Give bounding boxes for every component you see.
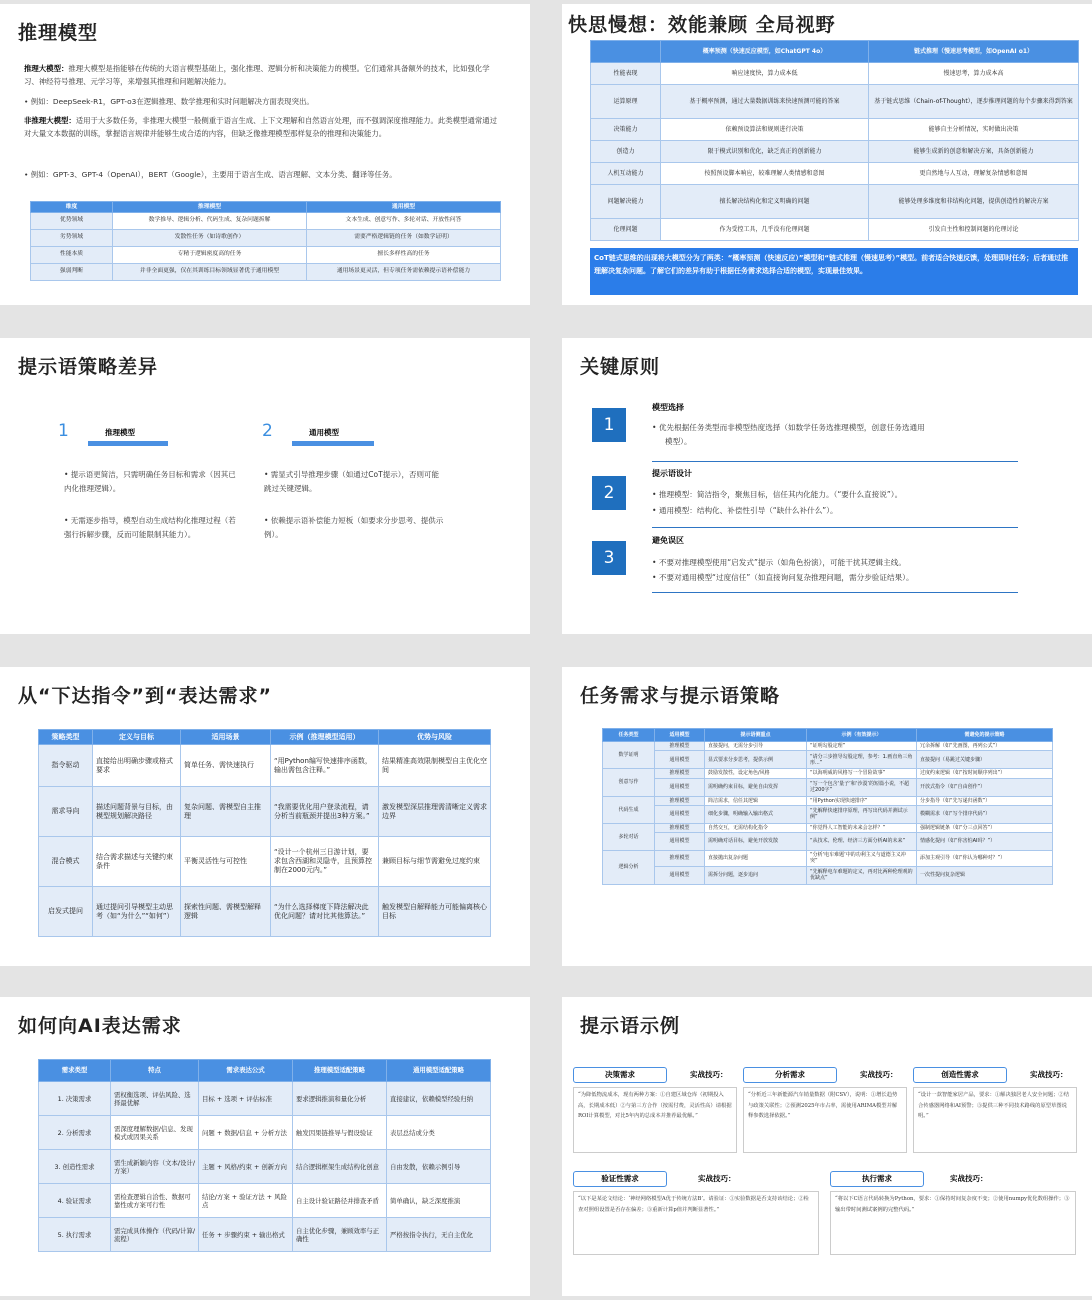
slide-title: 快思慢想：效能兼顾 全局视野 [568,14,836,36]
table-cell: 自主优化步骤，兼顾效率与正确性 [293,1218,387,1252]
needs-table [38,1059,491,1252]
table-cell: 运算原理 [591,85,661,119]
table-cell: 限于模式识别和优化，缺乏真正的创新能力 [661,141,869,163]
table-cell: 通用场景更灵活，但专项任务需依赖提示语补偿能力 [307,264,501,281]
table-cell: 性能表现 [591,63,661,85]
principle-text: • 优先根据任务类型而非模型热度选择（如数学任务选推理模型，创意任务选通用 [652,423,925,432]
table-header: 需避免的提示策略 [917,729,1053,742]
table-cell: “用Python编写快速排序函数，输出需包含注释。” [271,745,379,787]
table-cell: 需完成具体操作（代码/计算/流程） [111,1218,199,1252]
table-cell: 需检查逻辑自洽性、数据可靠性或方案可行性 [111,1184,199,1218]
principle-number: 1 [592,408,626,442]
table-cell: 问题 + 数据/信息 + 分析方法 [199,1116,293,1150]
example-pill: 执行需求 [830,1171,924,1187]
slide-prompt-examples [562,997,1092,1296]
table-cell: 直接提问，无需分步引导 [705,742,807,751]
table-cell: 通用模型 [655,805,705,823]
table-cell: 专精于逻辑密度高的任务 [113,247,307,264]
tip-label: 实战技巧： [860,1070,898,1079]
table-cell: 一次性提问复杂逻辑 [917,866,1053,884]
principle-number: 2 [592,476,626,510]
table-header: 需求表达公式 [199,1060,293,1082]
table-cell: 能够生成新的创意和解决方案，具备创新能力 [869,141,1079,163]
table-cell: 作为受控工具，几乎没有伦理问题 [661,219,869,241]
table-cell: 通用模型 [655,778,705,796]
table-header: 维度 [31,202,113,213]
table-cell: 自主设计验证路径并排查矛盾 [293,1184,387,1218]
example-box: “设计一款智能家居产品，要求：①解决独居老人安全问题；②结合传感器网络和AI预警；③提供三种不同技术路线的原型草图说明。” [913,1087,1077,1153]
table-cell: 创意写作 [603,769,655,796]
slide-reasoning-models [0,4,530,305]
table-cell: 需明确约束目标，避免自由发挥 [705,778,807,796]
table-cell: 文本生成、创意写作、多轮对话、开放性问答 [307,213,501,230]
comparison-table [30,201,501,281]
table-header [591,41,661,63]
slide-instruction-to-needs [0,667,530,966]
principle-title: 避免误区 [652,536,684,545]
table-cell: 触发模型自解释能力可能偏离核心目标 [379,887,491,937]
table-cell: 结论/方案 + 验证方法 + 风险点 [199,1184,293,1218]
table-cell: 决策能力 [591,119,661,141]
strategy-table [38,729,491,937]
tip-label: 实战技巧： [950,1174,988,1183]
table-cell: 擅长解决结构化和定义明确的问题 [661,185,869,219]
example-box: “为降低物流成本，现有两种方案：①自建区域仓库（初期投入高，长期成本低）②与第三方合作（按需付费，灵活性高）请根据ROI计算模型，对比5年内的总成本并推荐最优解。” [573,1087,737,1153]
table-cell: 需求导向 [39,787,93,837]
non-reasoning-model-definition: 非推理大模型：适用于大多数任务，非推理大模型一般侧重于语言生成、上下文理解和自然语言处理，而不强调深度推理能力。此类模型通常通过对大量文本数据的训练，掌握语言规律并能够生成合适的内容，但缺乏像推理模型那样复杂的推理和决策能力。 [24,116,498,138]
table-cell: 性能本质 [31,247,113,264]
table-header: 适用模型 [655,729,705,742]
table-cell: 主题 + 风格/约束 + 创新方向 [199,1150,293,1184]
table-header: 通用模型 [307,202,501,213]
table-cell: 结果精准高效限制模型自主优化空间 [379,745,491,787]
table-cell: 依赖预设算法和规则进行决策 [661,119,869,141]
table-cell: 激发模型深层推理需清晰定义需求边界 [379,787,491,837]
slide-title: 推理模型 [18,22,99,44]
tip-label: 实战技巧： [698,1174,736,1183]
table-cell: “请分三步推导勾股定理，参考：1.画直角三角形...” [807,751,917,769]
table-cell: 严格按指令执行，无自主优化 [387,1218,491,1252]
table-header: 通用模型适配策略 [387,1060,491,1082]
table-cell: 推理模型 [655,769,705,778]
table-cell: 多轮对话 [603,823,655,850]
example-pill: 决策需求 [573,1067,667,1083]
table-cell: 开放式指令（如“自由创作”） [917,778,1053,796]
table-cell: “先解释快速排序原理，再写出代码并测试示例” [807,805,917,823]
table-cell: 问题解决能力 [591,185,661,219]
table-cell: 自由发散，依赖示例引导 [387,1150,491,1184]
table-cell: 结合逻辑框架生成结构化创意 [293,1150,387,1184]
table-cell: 兼顾目标与细节需避免过度约束 [379,837,491,887]
slide-task-prompt-strategy [562,667,1092,966]
table-cell: 启发式提问 [39,887,93,937]
table-cell: 响应速度快，算力成本低 [661,63,869,85]
table-header: 优势与风险 [379,730,491,745]
table-cell: 创造力 [591,141,661,163]
reasoning-example: • 例如：DeepSeek-R1，GPT-o3在逻辑推理、数学推理和实时问题解决方面表现突出。 [24,97,314,106]
table-cell: “写一个包含‘量子’和‘沙漠’的短篇小说，不超过200字” [807,778,917,796]
table-cell: 能够自主分析情况，实时做出决策 [869,119,1079,141]
reasoning-model-definition: 推理大模型：推理大模型是指能够在传统的大语言模型基础上，强化推理、逻辑分析和决策能力的模型。它们通常具备额外的技术，比如强化学习、神经符号推理、元学习等，来增强其推理和问题解决能力。 [24,64,490,86]
tip-label: 实战技巧： [1030,1070,1068,1079]
slide-express-needs-to-ai [0,997,530,1296]
slide-fast-slow-thinking [562,4,1092,305]
table-cell: “证明勾股定理” [807,742,917,751]
table-cell: 简单任务、需快速执行 [181,745,271,787]
table-cell: “设计一个杭州三日游计划，要求包含西湖和灵隐寺，且预算控制在2000元内。” [271,837,379,887]
table-cell: 劣势领域 [31,230,113,247]
table-cell: 逻辑分析 [603,851,655,885]
table-cell: 引发自主性和控制问题的伦理讨论 [869,219,1079,241]
table-cell: 推理模型 [655,742,705,751]
table-cell: 需拆分问题，逐步追问 [705,866,807,884]
table-cell: 描述问题背景与目标，由模型规划解决路径 [93,787,181,837]
table-cell: “分析‘电车难题’中的功利主义与道德主义冲突” [807,851,917,867]
table-cell: 强弱判断 [31,264,113,281]
table-cell: 能够处理多维度和非结构化问题，提供创造性的解决方案 [869,185,1079,219]
table-header: 提示语侧重点 [705,729,807,742]
table-cell: “用Python实现快速排序” [807,796,917,805]
table-cell: 自然交互，无需结构化指令 [705,823,807,832]
example-pill: 创造性需求 [913,1067,1007,1083]
table-cell: 5. 执行需求 [39,1218,111,1252]
principle-text: 模型）。 [665,437,692,446]
principle-text: • 不要对通用模型“过度信任”（如直接询问复杂推理问题，需分步验证结果）。 [652,573,914,582]
principle-title: 模型选择 [652,403,684,412]
column-heading: 推理模型 [105,428,135,437]
bullet: • 需显式引导推理步骤（如通过CoT提示），否则可能跳过关键逻辑。 [264,470,439,493]
table-header: 链式推理（慢速思考模型，如OpenAI o1） [869,41,1079,63]
table-cell: 简洁需求，信任其逻辑 [705,796,807,805]
example-box: “以下是某论文结论：‘神经网络模型A优于传统方法B’。请验证：①实验数据是否支持该结论；②检查对照组设置是否存在偏差；③重新计算p值并判断显著性。” [573,1191,819,1255]
table-cell: “你觉得人工智能的未来会怎样？” [807,823,917,832]
table-cell: 简单确认，缺乏深度推演 [387,1184,491,1218]
table-cell: 结合需求描述与关键约束条件 [93,837,181,887]
table-header: 概率预测（快速反应模型，如ChatGPT 4o） [661,41,869,63]
table-cell: 复杂问题、需模型自主推理 [181,787,271,837]
table-cell: “从技术、伦理、经济三方面分析AI的未来” [807,833,917,851]
divider [652,592,1018,593]
tip-label: 实战技巧： [690,1070,728,1079]
table-cell: “先解释电车难题的定义，再对比两种伦理观的优缺点” [807,866,917,884]
table-cell: 通用模型 [655,866,705,884]
table-cell: 指令驱动 [39,745,93,787]
table-cell: 模糊需求（如“写个排序代码”） [917,805,1053,823]
table-cell: “为什么选择梯度下降法解决此优化问题？请对比其他算法。” [271,887,379,937]
table-cell: 直接建议，依赖模型经验归纳 [387,1082,491,1116]
example-box: “将以下C语言代码转换为Python，要求：①保持时间复杂度不变；②使用numpy优化数组操作；③输出带时间测试案例的完整代码。” [830,1191,1076,1255]
table-cell: 直接抛出复杂问题 [705,851,807,867]
slide-title: 提示语策略差异 [18,356,159,378]
table-header: 特点 [111,1060,199,1082]
slide-title: 任务需求与提示语策略 [580,685,781,707]
table-cell: 基于链式思维（Chain-of-Thought），逐步推理问题的每个步骤来得到答案 [869,85,1079,119]
divider [652,461,1018,462]
slide-title: 如何向AI表达需求 [18,1015,182,1037]
table-cell: 要求逻辑推演和量化分析 [293,1082,387,1116]
table-header: 适用场景 [181,730,271,745]
bullet: • 依赖提示语补偿能力短板（如要求分步思考、提供示例）。 [264,516,444,539]
table-cell: 需权衡选项、评估风险、选择最优解 [111,1082,199,1116]
table-cell: 混合模式 [39,837,93,887]
table-cell: 数学推导、逻辑分析、代码生成、复杂问题拆解 [113,213,307,230]
table-cell: 优势领域 [31,213,113,230]
non-reasoning-example: • 例如：GPT-3、GPT-4（OpenAI），BERT（Google），主要用于语言生成、语言理解、文本分类、翻译等任务。 [24,170,397,179]
table-cell: 通用模型 [655,751,705,769]
slide-title: 提示语示例 [580,1015,681,1037]
table-cell: 推理模型 [655,823,705,832]
table-header: 示例（推理模型适用） [271,730,379,745]
column-number: 2 [262,421,273,441]
table-cell: 需生成新颖内容（文本/设计/方案） [111,1150,199,1184]
table-cell: 推理模型 [655,851,705,867]
table-cell: 需深度理解数据/信息、发现模式或因果关系 [111,1116,199,1150]
table-cell: 基于概率预测，通过大量数据训练来快速预测可能的答案 [661,85,869,119]
table-cell: 表层总结或分类 [387,1116,491,1150]
principle-text: • 不要对推理模型使用“启发式”提示（如角色扮演），可能干扰其逻辑主线。 [652,558,906,567]
table-cell: 4. 验证需求 [39,1184,111,1218]
principle-text: • 推理模型：简洁指令，聚焦目标，信任其内化能力。（“要什么直接说”）。 [652,490,903,499]
principle-number: 3 [592,541,626,575]
example-box: “分析近三年新能源汽车销量数据（附CSV），说明：①增长趋势与政策关联性；②预测2025年市占率，需使用ARIMA模型并解释参数选择依据。” [743,1087,907,1153]
table-cell: “以海明威的风格写一个冒险故事” [807,769,917,778]
principle-text: • 通用模型：结构化、补偿性引导（“缺什么补什么”）。 [652,506,838,515]
column-heading: 通用模型 [309,428,339,437]
table-cell: 过度约束逻辑（如“按时间顺序列出”） [917,769,1053,778]
table-cell: 2. 分析需求 [39,1116,111,1150]
table-cell: 任务 + 步骤约束 + 输出格式 [199,1218,293,1252]
slide-title: 从“下达指令”到“表达需求” [18,685,272,707]
example-pill: 分析需求 [743,1067,837,1083]
slide-title: 关键原则 [580,356,661,378]
table-cell: 1. 决策需求 [39,1082,111,1116]
table-header: 需求类型 [39,1060,111,1082]
table-cell: 触发因果链推导与假设验证 [293,1116,387,1150]
table-cell: 通过提问引导模型主动思考（如“为什么”“如何”） [93,887,181,937]
principle-title: 提示语设计 [652,469,692,478]
fast-slow-table [590,40,1079,241]
table-cell: 直接提问（易跳过关键步骤） [917,751,1053,769]
table-cell: 通用模型 [655,833,705,851]
heading-underline [88,441,168,446]
table-header: 推理模型 [113,202,307,213]
table-cell: 需要严格逻辑链的任务（如数学证明） [307,230,501,247]
table-header: 定义与目标 [93,730,181,745]
table-header: 推理模型适配策略 [293,1060,387,1082]
table-cell: 按照预设脚本响应，较难理解人类情感和意图 [661,163,869,185]
table-cell: 数学证明 [603,742,655,769]
slide-prompt-strategy-difference [0,338,530,634]
table-cell: 鼓励发散性，设定角色/风格 [705,769,807,778]
bullet: • 提示语更简洁，只需明确任务目标和需求（因其已内化推理逻辑）。 [64,470,236,493]
table-cell: 情感化提问（如“你害怕AI吗？”） [917,833,1053,851]
table-cell: 强制逻辑链条（如“分三点回答”） [917,823,1053,832]
table-cell: 擅长多样性高的任务 [307,247,501,264]
slide-key-principles [562,338,1092,634]
task-strategy-table [602,728,1053,885]
table-cell: 慢速思考，算力成本高 [869,63,1079,85]
example-pill: 验证性需求 [573,1171,667,1187]
table-cell: 需明确对话目标，避免开放发散 [705,833,807,851]
table-cell: 细化步骤，明确输入输出格式 [705,805,807,823]
table-header: 示例（有效提示） [807,729,917,742]
table-cell: 人机互动能力 [591,163,661,185]
table-cell: 代码生成 [603,796,655,823]
table-cell: 更自然地与人互动，理解复杂情感和意图 [869,163,1079,185]
table-cell: 伦理问题 [591,219,661,241]
table-header: 策略类型 [39,730,93,745]
table-cell: 3. 创造性需求 [39,1150,111,1184]
divider [652,527,1018,528]
cot-summary-banner: CoT链式思维的出现将大模型分为了两类：“概率预测（快速反应）”模型和“链式推理（慢速思考）”模型。前者适合快速反馈，处理即时任务；后者通过推理解决复杂问题。了解它们的差异有助于根据任务需求选择合适的模型，实现最佳效果。 [590,248,1078,295]
table-cell: 显式要求分步思考，提供示例 [705,751,807,769]
bullet: • 无需逐步指导，模型自动生成结构化推理过程（若强行拆解步骤，反而可能限制其能力）。 [64,516,236,539]
heading-underline [292,441,374,446]
table-cell: 添加主观引导（如“你认为哪种对？”） [917,851,1053,867]
table-cell: 推理模型 [655,796,705,805]
table-cell: 并非全面更强，仅在其训练目标领域显著优于通用模型 [113,264,307,281]
table-header: 任务类型 [603,729,655,742]
table-cell: “我需要优化用户登录流程，请分析当前瓶颈并提出3种方案。” [271,787,379,837]
table-cell: 发散性任务（如诗歌创作） [113,230,307,247]
table-cell: 目标 + 选项 + 评估标准 [199,1082,293,1116]
table-cell: 分步指导（如“先写递归函数”） [917,796,1053,805]
table-cell: 平衡灵活性与可控性 [181,837,271,887]
column-number: 1 [58,421,69,441]
table-cell: 直接给出明确步骤或格式要求 [93,745,181,787]
table-cell: 冗余拆解（如“先画图，再列公式”） [917,742,1053,751]
table-cell: 探索性问题、需模型解释逻辑 [181,887,271,937]
